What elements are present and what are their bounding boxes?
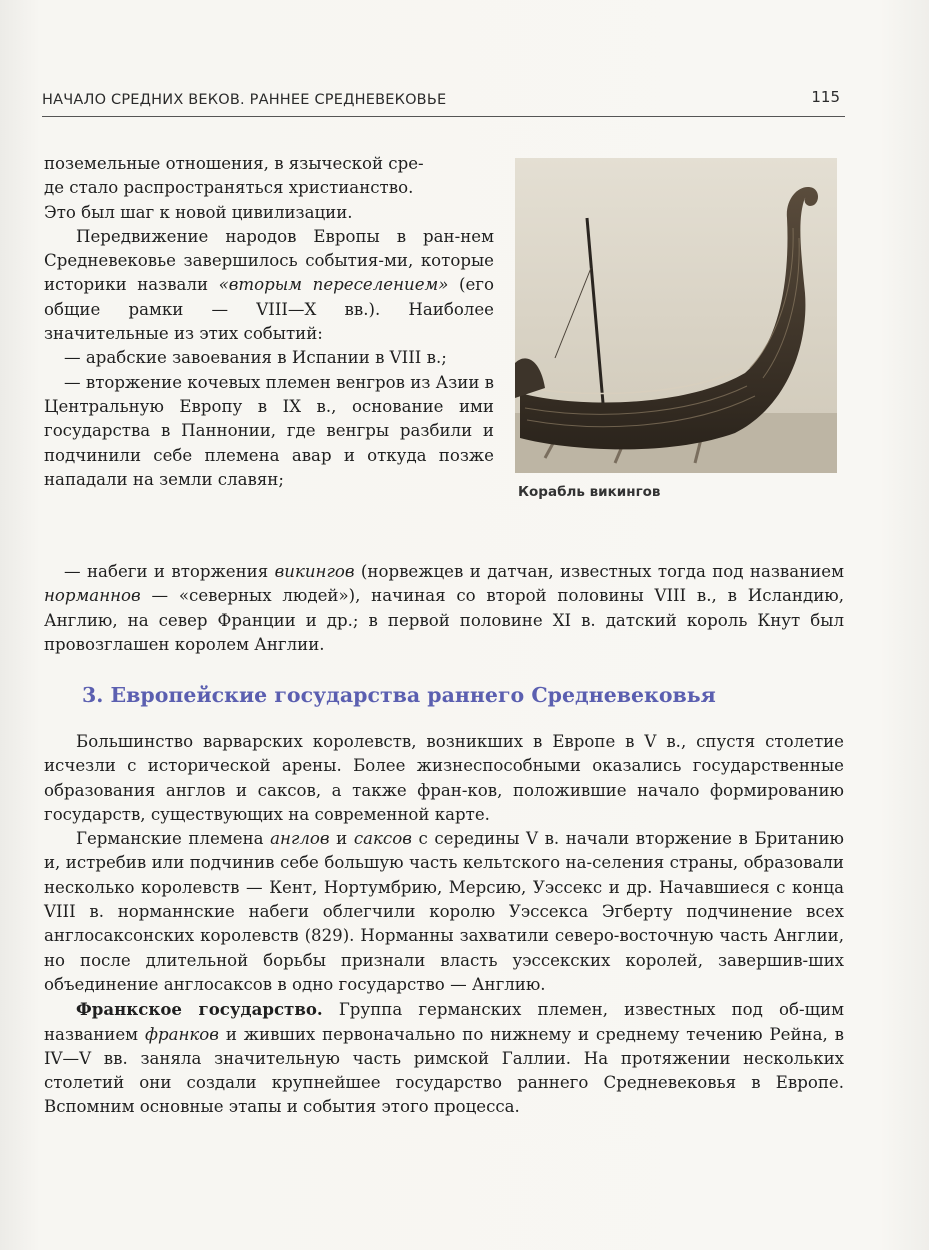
migration-paragraph (44, 225, 494, 346)
migration-text-b: (его общие рамки — VIII—X вв.). Наиболее значительные из этих событий: (44, 275, 494, 344)
vikings-text-b: (норвежцев и датчан, известных тогда под названием (354, 562, 845, 581)
frankish-text-a: Группа германских племен, известных под об-щим названием (44, 1000, 844, 1044)
term-normans: норманнов (44, 586, 141, 606)
paragraph-frankish-state (44, 997, 844, 1119)
term-vikings: викингов (274, 562, 355, 581)
term-second-migration: «вторым переселением» (218, 275, 449, 295)
viking-ship-photo (515, 158, 837, 473)
section-3-body (44, 730, 844, 1120)
header-rule (42, 116, 845, 117)
migration-text-a: Передвижение народов Европы в ран-нем Средневековье завершилось события-ми, которые историки назвали (44, 226, 494, 295)
anglo-text-b: и (329, 829, 354, 849)
frankish-lead: Франкское государство. (76, 999, 323, 1020)
paragraph-anglo-saxons (44, 827, 844, 997)
anglo-text-a: Германские племена (76, 829, 271, 849)
running-header: НАЧАЛО СРЕДНИХ ВЕКОВ. РАННЕЕ СРЕДНЕВЕКОВЬЕ (42, 92, 447, 108)
term-franks: франков (144, 1024, 219, 1044)
list-item-vikings (44, 560, 844, 657)
viking-ship-illustration (515, 158, 837, 473)
list-item-hungarians: — вторжение кочевых племен венгров из Азии в Центральную Европу в IX в., основание ими государства в Паннонии, где венгры разбили и подчинили себе племена авар и откуда позже нападали на земли славян; (44, 372, 495, 489)
anglo-text-c: с середины V в. начали вторжение в Британию и, истребив или подчинив себе большую часть кельтского на-селения страны, образовали несколько королевств — Кент, Нортумбрию, Мерсию, Уэссекс и др. Начавшиеся с конца VIII в. норманнские набеги облегчили королю Уэссекса Эгберту подчинение всех англосаксонских королевств (829). Норманны захватили северо-восточную часть Англии, но после длительной борьбы признали власть уэссекских королей, завершив-ших объединение англосаксов в одно государство — Англию. (44, 829, 844, 994)
section-heading: 3. Европейские государства раннего Средневековья (82, 683, 716, 707)
intro-line-3: Это был шаг к новой цивилизации. (44, 202, 353, 222)
term-angles: англов (270, 829, 330, 849)
intro-line-2: де стало распространяться христианство. (44, 178, 414, 198)
photo-caption: Корабль викингов (518, 484, 661, 500)
term-saxons: саксов (353, 829, 412, 849)
left-column-text (44, 152, 494, 492)
viking-list-block (44, 560, 844, 657)
vikings-text-a: — набеги и вторжения (64, 562, 275, 581)
list-item-arab: — арабские завоевания в Испании в VIII в.; (64, 348, 447, 368)
page-number: 115 (811, 88, 840, 106)
vikings-text-c: — «северных людей»), начиная со второй половины VIII в., в Исландию, Англию, на север Франции и др.; в первой половине XI в. датский король Кнут был провозглашен королем Англии. (44, 586, 844, 654)
intro-line-1: поземельные отношения, в языческой сре- (44, 154, 424, 173)
frankish-text-b: и живших первоначально по нижнему и среднему течению Рейна, в IV—V вв. заняла значительную часть римской Галлии. На протяжении нескольких столетий они создали крупнейшее государство раннего Средневековья в Европе. Вспомним основные этапы и события этого процесса. (44, 1024, 844, 1117)
paragraph-kingdoms: Большинство варварских королевств, возникших в Европе в V в., спустя столетие исчезли с исторической арены. Более жизнеспособными оказались государственные образования англов и саксов, а также фран-ков, положившие начало формированию государств, существующих на современной карте. (44, 732, 844, 824)
